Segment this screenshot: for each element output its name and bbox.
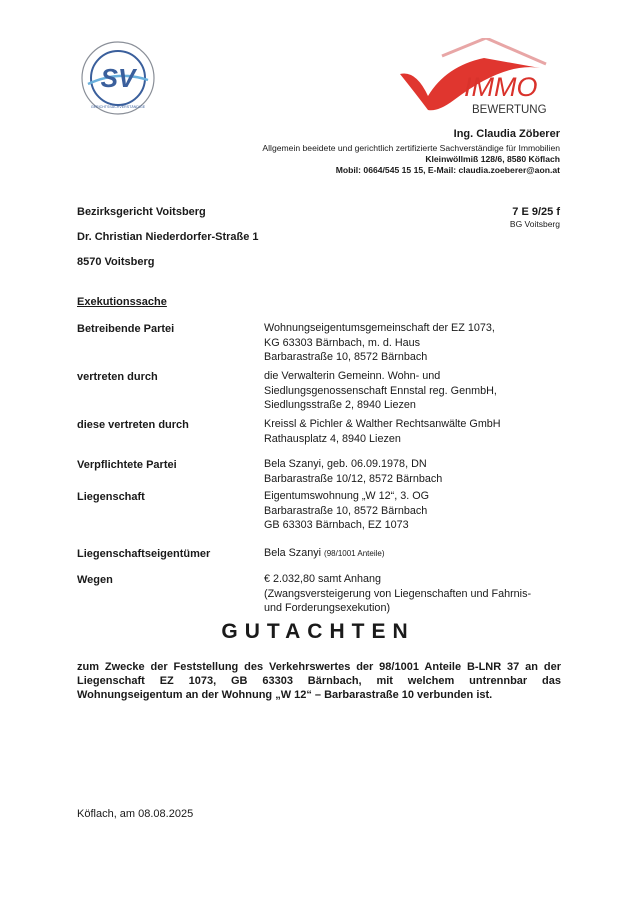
case-heading: Exekutionssache xyxy=(77,296,167,308)
court-city: 8570 Voitsberg xyxy=(77,256,155,268)
value-line: Rathausplatz 4, 8940 Liezen xyxy=(264,432,401,445)
value-line: Eigentumswohnung „W 12“, 3. OG xyxy=(264,490,430,502)
case-court: BG Voitsberg xyxy=(509,219,560,229)
label-diese-vertreten-durch: diese vertreten durch xyxy=(77,419,189,431)
purpose-statement: zum Zwecke der Feststellung des Verkehrswertes der 98/1001 Anteile B-LNR 37 an der Liegenschaft EZ 1073, GB 63303 Bärnbach, mit welchem untrennbar das Wohnungseigentum an der Wohnung „W 12“ – Barbarastraße 10 verbunden ist. xyxy=(77,661,561,701)
value-betreibende-partei xyxy=(264,321,564,365)
value-line: Wohnungseigentumsgemeinschaft der EZ 1073, xyxy=(264,322,495,334)
immo-bewertung-logo xyxy=(394,38,570,118)
value-diese-vertreten-durch xyxy=(264,417,564,446)
sv-logo xyxy=(80,40,156,116)
owner-share-note: (98/1001 Anteile) xyxy=(324,549,385,558)
sv-logo-text: SV xyxy=(100,63,136,93)
value-line: (Zwangsversteigerung von Liegenschaften und Fahrnis- xyxy=(264,587,532,600)
value-line: und Forderungsexekution) xyxy=(264,602,391,614)
expert-contact: Mobil: 0664/545 15 15, E-Mail: claudia.zoeberer@aon.at xyxy=(335,165,560,175)
value-line: Bela Szanyi, geb. 06.09.1978, DN xyxy=(264,458,427,470)
value-line: Barbarastraße 10, 8572 Bärnbach xyxy=(264,351,428,363)
value-line: Kreissl & Pichler & Walther Rechtsanwälte GmbH xyxy=(264,418,501,430)
sv-logo-ring-text: GERICHTSSACHVERSTÄNDIGE xyxy=(90,105,146,109)
bewertung-logo-text: BEWERTUNG xyxy=(472,104,547,116)
document-title: GUTACHTEN xyxy=(221,620,415,643)
value-liegenschaft xyxy=(264,489,564,533)
value-line: Barbarastraße 10, 8572 Bärnbach xyxy=(264,504,428,517)
value-vertreten-durch xyxy=(264,369,564,413)
expert-title: Allgemein beeidete und gerichtlich zertifizierte Sachverständige für Immobilien xyxy=(262,143,560,153)
court-name: Bezirksgericht Voitsberg xyxy=(77,206,206,218)
value-wegen xyxy=(264,572,564,616)
label-wegen: Wegen xyxy=(77,574,113,586)
label-liegenschaft: Liegenschaft xyxy=(77,491,145,503)
label-verpflichtete-partei: Verpflichtete Partei xyxy=(77,459,177,471)
label-betreibende-partei: Betreibende Partei xyxy=(77,323,175,335)
case-number: 7 E 9/25 f xyxy=(512,206,560,218)
value-line: Siedlungsstraße 2, 8940 Liezen xyxy=(264,399,416,411)
value-verpflichtete-partei xyxy=(264,457,564,486)
place-date: Köflach, am 08.08.2025 xyxy=(77,808,194,820)
owner-name: Bela Szanyi xyxy=(264,547,322,559)
value-line: € 2.032,80 samt Anhang xyxy=(264,573,382,585)
court-street: Dr. Christian Niederdorfer-Straße 1 xyxy=(77,231,259,243)
value-line: KG 63303 Bärnbach, m. d. Haus xyxy=(264,336,421,349)
value-liegenschaftseigentuemer xyxy=(264,546,564,562)
label-vertreten-durch: vertreten durch xyxy=(77,371,158,383)
label-liegenschaftseigentuemer: Liegenschaftseigentümer xyxy=(77,548,211,560)
value-line: Siedlungsgenossenschaft Ennstal reg. GenmbH, xyxy=(264,384,497,397)
immo-logo-text: IMMO xyxy=(464,72,538,102)
value-line: Barbarastraße 10/12, 8572 Bärnbach xyxy=(264,472,443,485)
value-line: GB 63303 Bärnbach, EZ 1073 xyxy=(264,519,409,531)
expert-name: Ing. Claudia Zöberer xyxy=(453,128,560,140)
value-line: die Verwalterin Gemeinn. Wohn- und xyxy=(264,370,441,382)
expert-address: Kleinwöllmiß 128/6, 8580 Köflach xyxy=(425,154,560,164)
